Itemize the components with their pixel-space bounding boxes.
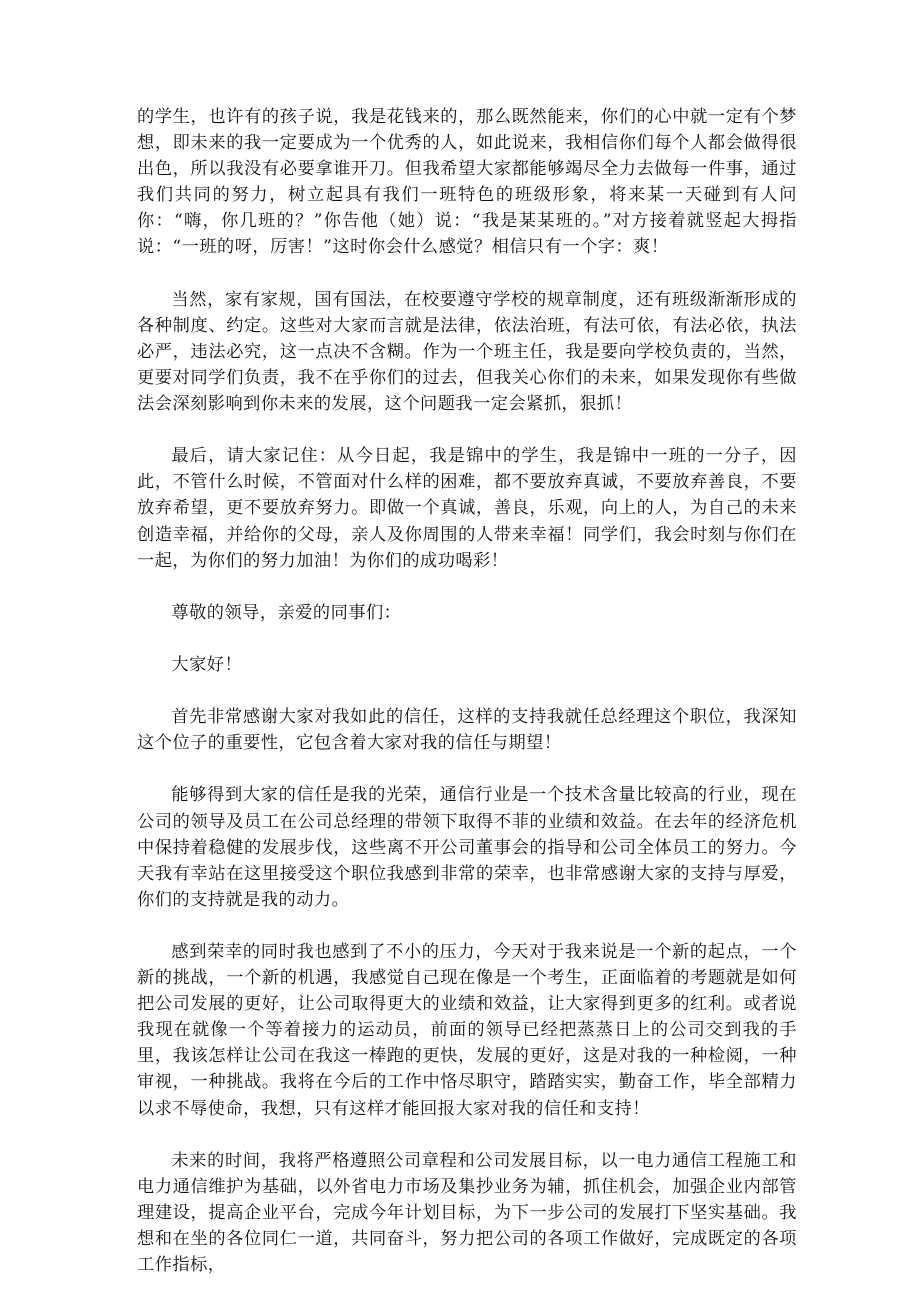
paragraph-7: 能够得到大家的信任是我的光荣，通信行业是一个技术含量比较高的行业，现在公司的领导及员工在公司总经理的带领下取得不菲的业绩和效益。在去年的经济危机中保持着稳健的发展步伐，这些离不开公司董事会的指导和公司全体员工的努力。今天我有幸站在这里接受这个职位我感到非常的荣幸，也非常感谢大家的支持与厚爱，你们的支持就是我的动力。 xyxy=(137,785,797,910)
paragraph-9: 未来的时间，我将严格遵照公司章程和公司发展目标，以一电力通信工程施工和电力通信维护为基础，以外省电力市场及集抄业务为辅，抓住机会，加强企业内部管理建设，提高企业平台，完成今年计划目标，为下一步公司的发展打下坚实基础。我想和在坐的各位同仁一道，共同奋斗，努力把公司的各项工作做好，完成既定的各项工作指标， xyxy=(137,1150,797,1276)
greeting: 大家好！ xyxy=(171,654,243,675)
document-body xyxy=(137,104,797,1304)
paragraph-2: 当然，家有家规，国有国法，在校要遵守学校的规章制度，还有班级渐渐形成的各种制度、约定。这些对大家而言就是法律，依法治班，有法可依，有法必依，执法必严，违法必究，这一点决不含糊。作为一个班主任，我是要向学校负责的，当然，更要对同学们负责，我不在乎你们的过去，但我关心你们的未来，如果发现你有些做法会深刻影响到你未来的发展，这个问题我一定会紧抓，狠抓！ xyxy=(137,289,797,415)
paragraph-8: 感到荣幸的同时我也感到了不小的压力，今天对于我来说是一个新的起点，一个新的挑战，一个新的机遇，我感觉自己现在像是一个考生，正面临着的考题就是如何把公司发展的更好，让公司取得更大的业绩和效益，让大家得到更多的红利。或者说我现在就像一个等着接力的运动员，前面的领导已经把蒸蒸日上的公司交到我的手里，我该怎样让公司在我这一棒跑的更快，发展的更好，这是对我的一种检阅，一种审视，一种挑战。我将在今后的工作中恪尽职守，踏踏实实，勤奋工作，毕全部精力以求不辱使命，我想，只有这样才能回报大家对我的信任和支持！ xyxy=(137,942,797,1119)
paragraph-6: 首先非常感谢大家对我如此的信任，这样的支持我就任总经理这个职位，我深知这个位子的重要性，它包含着大家对我的信任与期望！ xyxy=(137,707,797,754)
salutation: 尊敬的领导，亲爱的同事们： xyxy=(171,602,402,623)
paragraph-3: 最后，请大家记住：从今日起，我是锦中的学生，我是锦中一班的一分子，因此，不管什么时候，不管面对什么样的困难，都不要放弃真诚，不要放弃善良，不要放弃希望，更不要放弃努力。即做一个真诚，善良，乐观，向上的人，为自己的未来创造幸福，并给你的父母，亲人及你周围的人带来幸福！同学们，我会时刻与你们在一起，为你们的努力加油！为你们的成功喝彩！ xyxy=(137,446,797,571)
paragraph-1: 的学生，也许有的孩子说，我是花钱来的，那么既然能来，你们的心中就一定有个梦想，即未来的我一定要成为一个优秀的人，如此说来，我相信你们每个人都会做得很出色，所以我没有必要拿谁开刀。但我希望大家都能够竭尽全力去做每一件事，通过我们共同的努力，树立起具有我们一班特色的班级形象，将来某一天碰到有人问你：“嗨，你几班的？”你告他（她）说：“我是某某班的。”对方接着就竖起大拇指说：“一班的呀，厉害！”这时你会什么感觉？相信只有一个字：爽！ xyxy=(137,107,797,258)
